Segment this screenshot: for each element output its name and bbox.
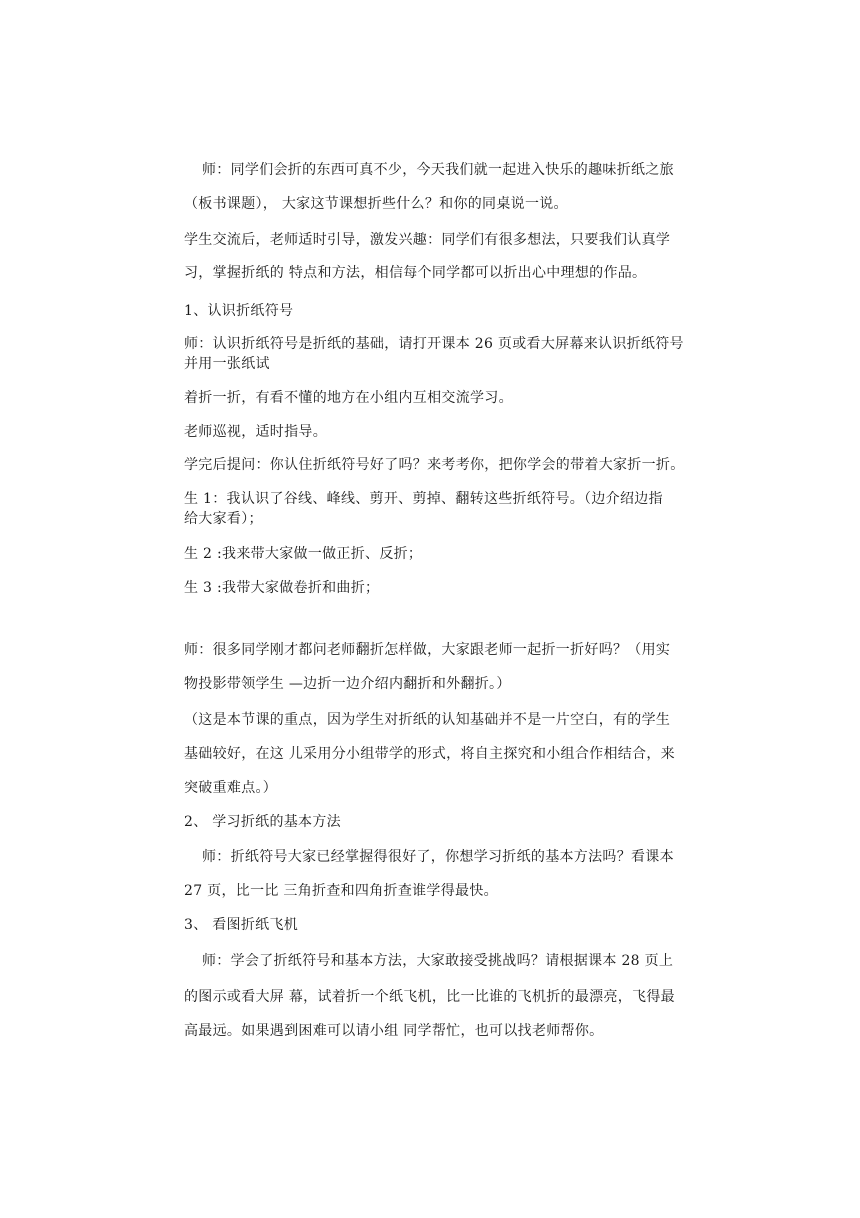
- paragraph-line: 生 1：我认识了谷线、峰线、剪开、剪掉、翻转这些折纸符号。（边介绍边指: [184, 491, 663, 507]
- paragraph-line: 师：认识折纸符号是折纸的基础，请打开课本 26 页或看大屏幕来认识折纸符号: [184, 336, 684, 352]
- paragraph-line: 师：学会了折纸符号和基本方法，大家敢接受挑战吗？请根据课本 28 页上: [202, 953, 674, 969]
- paragraph-line: 突破重难点。）: [184, 780, 278, 796]
- paragraph-line: （板书课题）， 大家这节课想折些什么？和你的同桌说一说。: [184, 196, 568, 212]
- section-heading: 1、认识折纸符号: [184, 303, 294, 319]
- paragraph-line: 习，掌握折纸的 特点和方法，相信每个同学都可以折出心中理想的作品。: [184, 265, 647, 281]
- paragraph-line: 师：折纸符号大家已经掌握得很好了，你想学习折纸的基本方法吗？看课本: [202, 849, 674, 865]
- paragraph-line: 给大家看）；: [184, 511, 263, 527]
- paragraph-line: 高最远。如果遇到困难可以请小组 同学帮忙，也可以找老师帮你。: [184, 1023, 604, 1039]
- paragraph-line: 基础较好，在这 儿采用分小组带学的形式，将自主探究和小组合作相结合，来: [184, 746, 675, 762]
- paragraph-line: 老师巡视，适时指导。: [184, 424, 327, 440]
- paragraph-line: 生 2 :我来带大家做一做正折、反折；: [184, 546, 423, 562]
- paragraph-line: 并用一张纸试: [184, 356, 270, 372]
- paragraph-line: 27 页，比一比 三角折查和四角折查谁学得最快。: [184, 883, 498, 899]
- paragraph-line: 生 3 :我带大家做卷折和曲折；: [184, 580, 380, 596]
- paragraph-line: 着折一折，有看不懂的地方在小组内互相交流学习。: [184, 390, 513, 406]
- paragraph-line: （这是本节课的重点，因为学生对折纸的认知基础并不是一片空白，有的学生: [184, 712, 671, 728]
- paragraph-line: 的图示或看大屏 幕，试着折一个纸飞机，比一比谁的飞机折的最漂亮，飞得最: [184, 989, 675, 1005]
- paragraph-line: 物投影带领学生 —边折一边介绍内翻折和外翻折。）: [184, 676, 511, 692]
- paragraph-line: 学完后提问：你认住折纸符号好了吗？来考考你，把你学会的带着大家折一折。: [184, 457, 685, 473]
- section-heading: 3、 看图折纸飞机: [184, 917, 299, 933]
- section-heading: 2、 学习折纸的基本方法: [184, 814, 341, 830]
- paragraph-line: 师：很多同学刚才都问老师翻折怎样做，大家跟老师一起折一折好吗？（用实: [184, 642, 671, 658]
- paragraph-line: 学生交流后，老师适时引导，激发兴趣：同学们有很多想法，只要我们认真学: [184, 232, 671, 248]
- paragraph-line: 师：同学们会折的东西可真不少，今天我们就一起进入快乐的趣味折纸之旅: [202, 162, 674, 178]
